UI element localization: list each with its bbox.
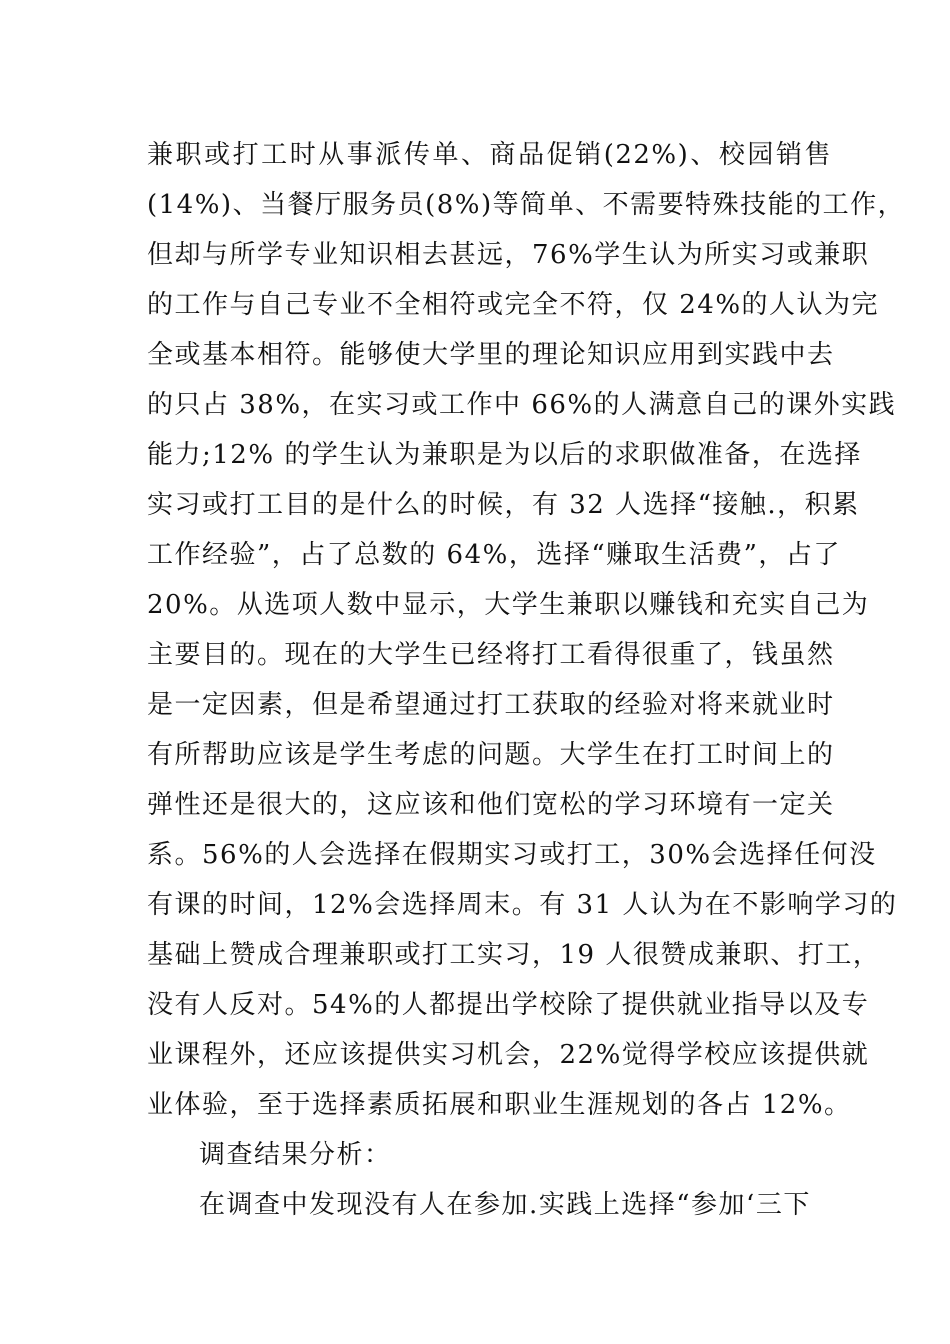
text-line: 的只占 38%，在实习或工作中 66%的人满意自己的课外实践 bbox=[147, 390, 897, 420]
text-line: 有所帮助应该是学生考虑的问题。大学生在打工时间上的 bbox=[147, 740, 835, 770]
text-line: 工作经验”，占了总数的 64%，选择“赚取生活费”，占了 bbox=[147, 540, 841, 570]
text-line: 有课的时间，12%会选择周末。有 31 人认为在不影响学习的 bbox=[147, 890, 898, 920]
body-text bbox=[147, 132, 906, 1232]
text-line: 业课程外，还应该提供实习机会，22%觉得学校应该提供就 bbox=[147, 1040, 870, 1070]
text-line: 20%。从选项人数中显示，大学生兼职以赚钱和充实自己为 bbox=[147, 590, 870, 620]
text-line: 能力;12% 的学生认为兼职是为以后的求职做准备，在选择 bbox=[147, 440, 862, 470]
paragraph-end-line: 业体验，至于选择素质拓展和职业生涯规划的各占 12%。 bbox=[147, 1090, 852, 1120]
text-line: 主要目的。现在的大学生已经将打工看得很重了，钱虽然 bbox=[147, 640, 835, 670]
text-line: 兼职或打工时从事派传单、商品促销(22%)、校园销售 bbox=[147, 140, 832, 170]
text-line: 没有人反对。54%的人都提出学校除了提供就业指导以及专 bbox=[147, 990, 870, 1020]
text-line: 是一定因素，但是希望通过打工获取的经验对将来就业时 bbox=[147, 690, 835, 720]
text-line: 但却与所学专业知识相去甚远，76%学生认为所实习或兼职 bbox=[147, 240, 870, 270]
text-line: 在调查中发现没有人在参加.实践上选择“参加‘三下 bbox=[199, 1190, 811, 1220]
section-heading: 调查结果分析： bbox=[199, 1140, 392, 1170]
text-line: 基础上赞成合理兼职或打工实习，19 人很赞成兼职、打工， bbox=[147, 940, 881, 970]
text-line: (14%)、当餐厅服务员(8%)等简单、不需要特殊技能的工作， bbox=[147, 190, 906, 220]
text-line: 的工作与自己专业不全相符或完全不符，仅 24%的人认为完 bbox=[147, 290, 880, 320]
text-line: 系。56%的人会选择在假期实习或打工，30%会选择任何没 bbox=[147, 840, 877, 870]
text-line: 全或基本相符。能够使大学里的理论知识应用到实践中去 bbox=[147, 340, 835, 370]
text-line: 实习或打工目的是什么的时候，有 32 人选择“接触.，积累 bbox=[147, 490, 860, 520]
text-line: 弹性还是很大的，这应该和他们宽松的学习环境有一定关 bbox=[147, 790, 835, 820]
